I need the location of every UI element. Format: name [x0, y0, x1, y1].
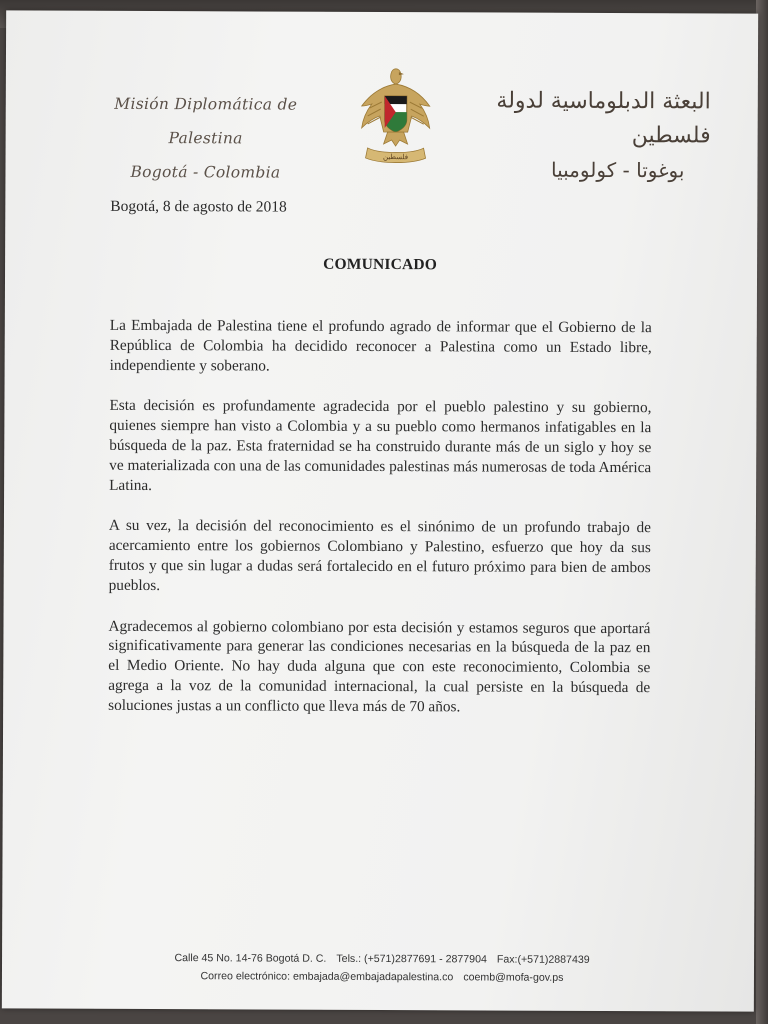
mission-city: Bogotá - Colombia	[130, 162, 281, 182]
letterhead-arabic	[460, 84, 710, 187]
footer-phones: Tels.: (+571)2877691 - 2877904	[336, 952, 487, 966]
body-paragraph: A su vez, la decisión del reconocimiento es el sinónimo de un profundo trabajo de acercamiento entre los gobiernos Colombiano y Palestino, esfuerzo que hoy da sus frutos y que sin lugar a dudas será fortalecido en el futuro próximo para bien de ambos pueblos.	[108, 517, 651, 594]
body-paragraph: Agradecemos al gobierno colombiano por esta decisión y estamos seguros que aportará significativamente para generar las condiciones necesarias en la búsqueda de la paz en el Medio Oriente. No hay duda alguna que con este reconocimiento, Colombia se agrega a la voz de la comunidad internacional, la cual persiste en la búsqueda de soluciones justas a un conflicto que lleva más de 70 años.	[108, 617, 651, 716]
mission-name: Misión Diplomática de Palestina	[114, 94, 298, 148]
footer-fax: Fax:(+571)2887439	[496, 953, 590, 966]
emblem-scroll-text: فلسطين	[382, 153, 409, 162]
footer-email-line	[152, 967, 612, 987]
footer-email-secondary: coemb@mofa-gov.ps	[463, 971, 564, 984]
mission-city-arabic: بوغوتا - كولومبيا	[551, 157, 685, 183]
letter-date: Bogotá, 8 de agosto de 2018	[110, 197, 287, 216]
footer-email-primary: embajada@embajadapalestina.co	[292, 970, 454, 984]
letterhead-spanish	[85, 87, 325, 190]
body-paragraph: Esta decisión es profundamente agradecida por el pueblo palestino y su gobierno, quienes siempre han visto a Colombia y a su pueblo como hermanos infatigables en la búsqueda de la paz. Esta fraternidad se ha construido durante más de un siglo y hoy se ve materializada con una de las comunidades palestinas más numerosas de toda América Latina.	[109, 397, 652, 494]
body-paragraph: La Embajada de Palestina tiene el profundo agrado de informar que el Gobierno de la República de Colombia ha decidido reconocer a Palestina como un Estado libre, independiente y soberano.	[109, 316, 652, 375]
letter-footer	[152, 949, 612, 987]
footer-email-label: Correo electrónico:	[200, 970, 291, 983]
document-title: COMUNICADO	[323, 255, 438, 274]
letter-page	[2, 10, 758, 1011]
palestine-eagle-emblem-icon	[353, 62, 437, 172]
table-edge	[756, 0, 768, 1024]
footer-contact-line	[152, 949, 612, 969]
letter-body	[108, 316, 652, 739]
mission-name-arabic: البعثة الدبلوماسية لدولة فلسطين	[496, 88, 711, 149]
footer-address: Calle 45 No. 14-76 Bogotá D. C.	[174, 952, 327, 965]
